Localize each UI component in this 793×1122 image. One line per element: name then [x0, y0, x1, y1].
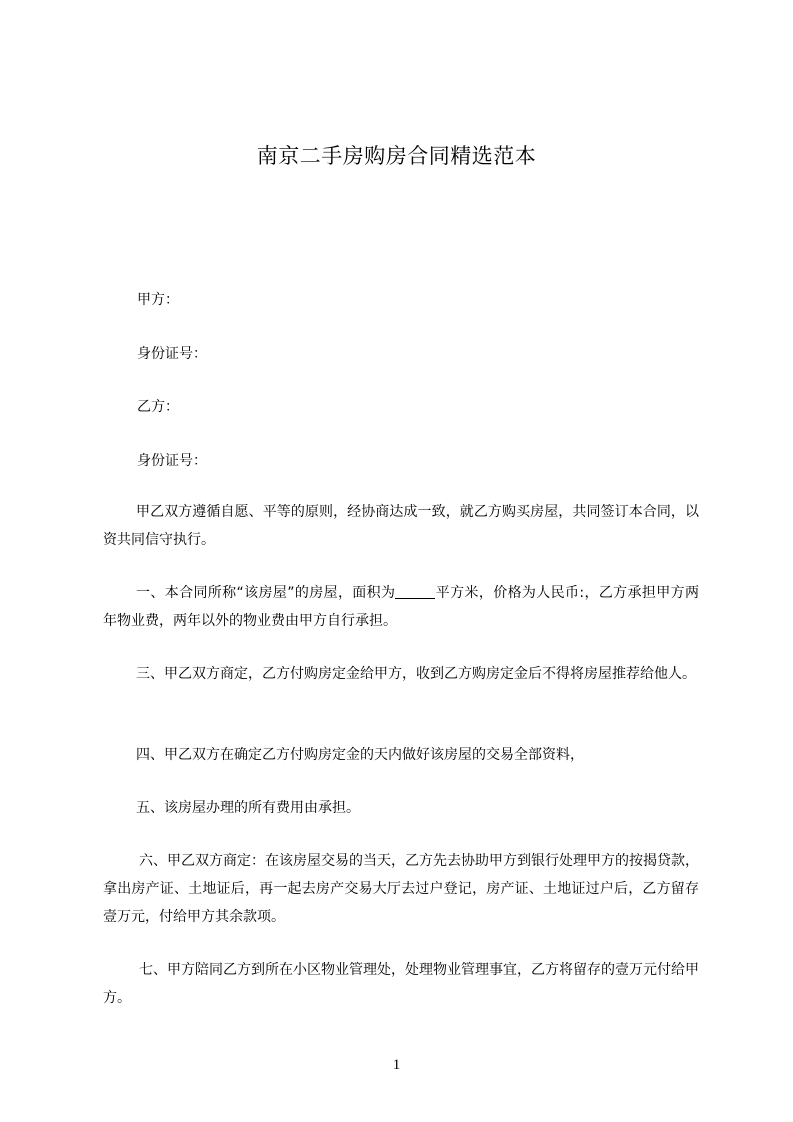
party-b-field: 乙方：	[137, 399, 179, 415]
clause-1-paragraph	[103, 579, 699, 635]
clause-1-text-before: 一、本合同所称“该房屋”的房屋，面积为	[136, 585, 396, 601]
party-b-id-field: 身份证号：	[137, 453, 207, 469]
clause-3-paragraph: 三、甲乙双方商定，乙方付购房定金给甲方，收到乙方购房定金后不得将房屋推荐给他人。	[136, 666, 696, 682]
clause-1-text-after: 平方米，价格为人民币:，乙方承担甲方两年物业费，两年以外的物业费由甲方自行承担。	[103, 585, 699, 629]
clause-4-paragraph: 四、甲乙双方在确定乙方付购房定金的天内做好该房屋的交易全部资料，	[136, 747, 584, 763]
page-number: 1	[392, 1057, 401, 1073]
clause-5-paragraph: 五、该房屋办理的所有费用由承担。	[136, 800, 360, 816]
preamble-paragraph: 甲乙双方遵循自愿、平等的原则，经协商达成一致，就乙方购买房屋，共同签订本合同，以资共同信守执行。	[103, 504, 699, 548]
clause-6-paragraph: 六、甲乙双方商定：在该房屋交易的当天，乙方先去协助甲方到银行处理甲方的按揭贷款，拿出房产证、土地证后，再一起去房产交易大厅去过户登记，房产证、土地证过户后，乙方留存壹万元，付给甲方其余款项。	[103, 853, 699, 925]
area-blank-line	[395, 584, 435, 599]
clause-7-paragraph: 七、甲方陪同乙方到所在小区物业管理处，处理物业管理事宜，乙方将留存的壹万元付给甲方。	[103, 962, 699, 1006]
document-title: 南京二手房购房合同精选范本	[256, 144, 537, 168]
party-a-id-field: 身份证号：	[137, 346, 207, 362]
party-a-field: 甲方：	[137, 292, 179, 308]
